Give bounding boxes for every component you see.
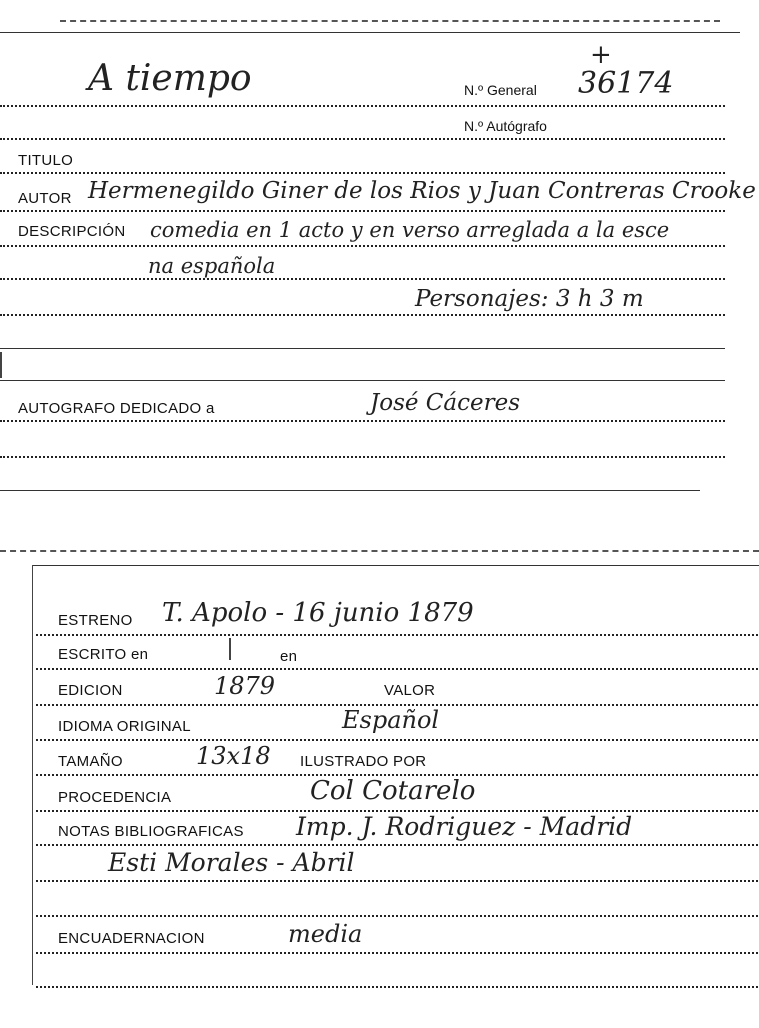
row-line: [0, 456, 725, 458]
row-line: [0, 314, 725, 316]
autografo-dedicado-handwritten: José Cáceres: [370, 390, 521, 416]
row-line: [0, 172, 725, 174]
tamano-label: TAMAÑO: [58, 753, 123, 770]
encuadernacion-handwritten: media: [288, 920, 363, 948]
descripcion-handwritten: comedia en 1 acto y en verso arreglada a la esce: [150, 218, 670, 242]
idioma-handwritten: Español: [342, 706, 440, 734]
row-line: [0, 138, 725, 140]
procedencia-label: PROCEDENCIA: [58, 789, 172, 806]
idioma-label: IDIOMA ORIGINAL: [58, 718, 191, 735]
notas-handwritten-cont: Esti Morales - Abril: [108, 848, 355, 877]
edicion-label: EDICION: [58, 682, 123, 699]
autografo-number-label: N.º Autógrafo: [464, 118, 547, 134]
procedencia-handwritten: Col Cotarelo: [310, 776, 476, 806]
autor-label: AUTOR: [18, 190, 72, 207]
row-line: [36, 952, 758, 954]
notas-label: NOTAS BIBLIOGRAFICAS: [58, 823, 244, 840]
catalog-card-front: [0, 0, 759, 500]
card-left-edge: [32, 565, 33, 985]
notas-handwritten: Imp. J. Rodriguez - Madrid: [296, 812, 633, 841]
row-line: [0, 348, 725, 349]
row-line: [36, 739, 758, 741]
tamano-handwritten: 13x18: [196, 742, 271, 770]
card-bottom-edge: [0, 490, 700, 491]
row-line: [36, 668, 758, 670]
title-handwritten: A tiempo: [88, 58, 252, 99]
card-top-edge: [60, 20, 720, 22]
general-number-value: 36174: [578, 66, 674, 101]
card-top-line: [0, 32, 740, 33]
row-line: [0, 278, 725, 280]
row-line: [0, 245, 725, 247]
margin-mark: [0, 352, 2, 378]
autografo-dedicado-label: AUTOGRAFO DEDICADO a: [18, 400, 215, 417]
row-line: [36, 634, 758, 636]
row-line: [36, 915, 758, 917]
row-line: [36, 986, 758, 988]
autor-handwritten: Hermenegildo Giner de los Rios y Juan Contreras Crooke: [88, 178, 756, 204]
general-number-mark: +: [590, 40, 612, 70]
escrito-stroke: [229, 638, 231, 660]
edicion-handwritten: 1879: [214, 672, 276, 700]
personajes-handwritten: Personajes: 3 h 3 m: [415, 286, 644, 312]
ilustrado-label: ILUSTRADO POR: [300, 753, 427, 770]
card-top-line: [32, 565, 759, 566]
row-line: [0, 420, 725, 422]
row-line: [0, 380, 725, 381]
escrito-label: ESCRITO en: [58, 646, 149, 663]
estreno-handwritten: T. Apolo - 16 junio 1879: [162, 598, 474, 628]
estreno-label: ESTRENO: [58, 612, 133, 629]
row-line: [36, 844, 758, 846]
encuadernacion-label: ENCUADERNACION: [58, 930, 205, 947]
valor-label: VALOR: [384, 682, 436, 699]
row-line: [0, 210, 725, 212]
descripcion-label: DESCRIPCIÓN: [18, 223, 126, 240]
escrito-en-label: en: [280, 648, 298, 665]
card-top-edge: [0, 550, 759, 552]
row-line: [36, 880, 758, 882]
catalog-card-back: [0, 540, 759, 1028]
titulo-label: TITULO: [18, 152, 74, 169]
general-number-label: N.º General: [464, 82, 537, 98]
row-line: [0, 105, 725, 107]
descripcion-handwritten-cont: na española: [148, 254, 276, 278]
